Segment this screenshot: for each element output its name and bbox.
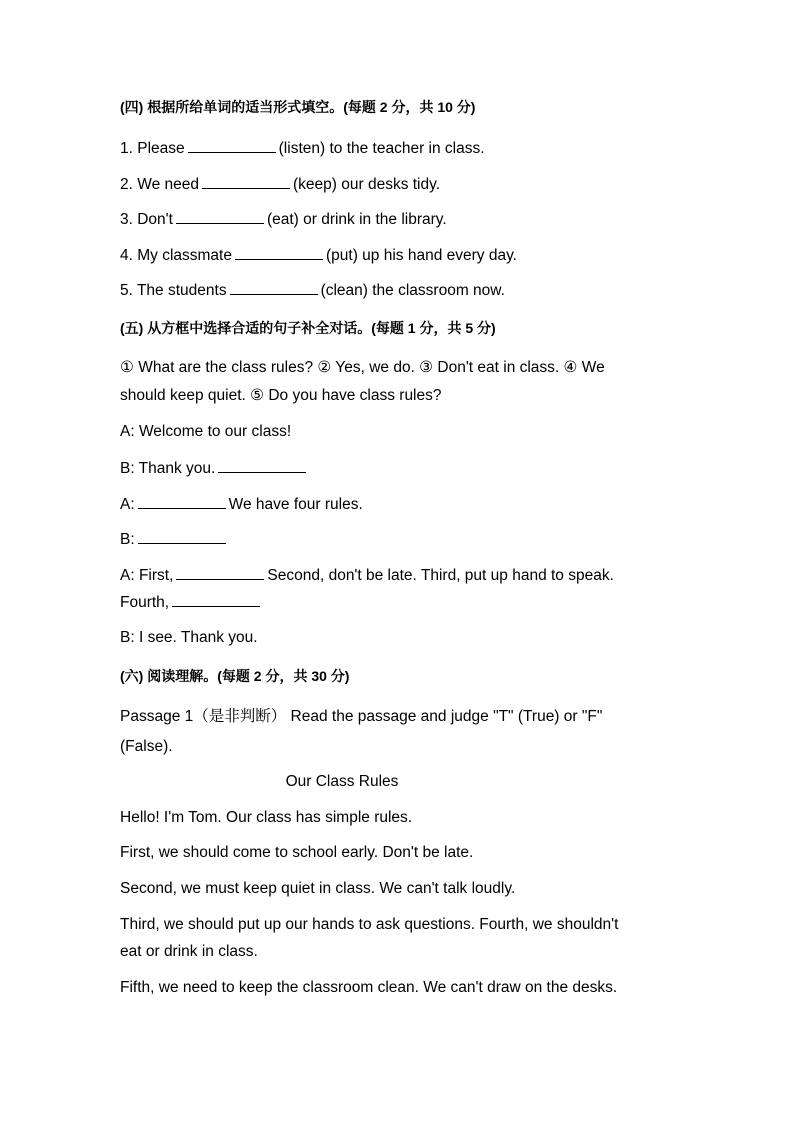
passage-instructions-line-2: (False). — [120, 738, 173, 755]
answer-blank[interactable] — [176, 209, 264, 224]
passage-paragraph: Second, we must keep quiet in class. We can't talk loudly. — [120, 880, 516, 897]
passage-instructions-line-1: Passage 1（是非判断） Read the passage and judge "T" (True) or "F" — [120, 708, 603, 725]
passage-paragraph: eat or drink in class. — [120, 943, 258, 960]
answer-blank[interactable] — [138, 529, 226, 544]
passage-paragraph: Fifth, we need to keep the classroom clean. We can't draw on the desks. — [120, 979, 618, 996]
answer-blank[interactable] — [172, 592, 260, 607]
fill-item-3: 3. Don't (eat) or drink in the library. — [120, 211, 447, 228]
dialogue-line-2: B: Thank you. — [120, 458, 309, 479]
answer-blank[interactable] — [218, 458, 306, 473]
passage-paragraph: Third, we should put up our hands to ask questions. Fourth, we shouldn't — [120, 916, 619, 933]
options-line-2: should keep quiet. ⑤ Do you have class rules? — [120, 387, 442, 404]
answer-blank[interactable] — [188, 138, 276, 153]
fill-item-4: 4. My classmate (put) up his hand every day. — [120, 247, 517, 264]
dialogue-line-3: A: We have four rules. — [120, 496, 363, 513]
fill-item-5: 5. The students (clean) the classroom now. — [120, 282, 505, 299]
answer-blank[interactable] — [176, 565, 264, 580]
fill-item-1: 1. Please (listen) to the teacher in class. — [120, 140, 485, 157]
fill-item-2: 2. We need (keep) our desks tidy. — [120, 176, 441, 193]
answer-blank[interactable] — [235, 245, 323, 260]
section-4-title: (四) 根据所给单词的适当形式填空。(每题 2 分，共 10 分) — [120, 99, 476, 115]
answer-blank[interactable] — [138, 494, 226, 509]
section-6-title: (六) 阅读理解。(每题 2 分，共 30 分) — [120, 668, 350, 684]
dialogue-line-4: B: — [120, 529, 229, 550]
passage-title: Our Class Rules — [285, 773, 399, 790]
dialogue-line-7: B: I see. Thank you. — [120, 629, 258, 646]
section-5-title: (五) 从方框中选择合适的句子补全对话。(每题 1 分，共 5 分) — [120, 320, 496, 336]
dialogue-line-5: A: First, Second, don't be late. Third, put up hand to speak. — [120, 567, 614, 584]
passage-paragraph: Hello! I'm Tom. Our class has simple rules. — [120, 809, 413, 826]
answer-blank[interactable] — [202, 174, 290, 189]
options-line-1: ① What are the class rules? ② Yes, we do. ③ Don't eat in class. ④ We — [120, 359, 605, 376]
passage-paragraph: First, we should come to school early. Don't be late. — [120, 844, 474, 861]
answer-blank[interactable] — [230, 280, 318, 295]
dialogue-line-1: A: Welcome to our class! — [120, 423, 292, 440]
dialogue-line-6: Fourth, — [120, 592, 263, 613]
